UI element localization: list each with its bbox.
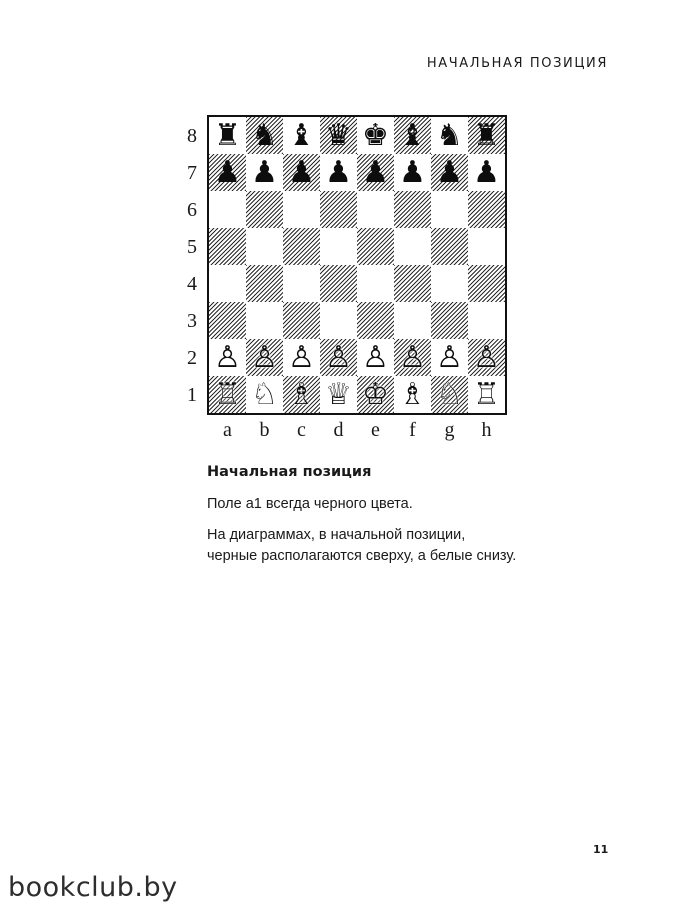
black-queen-icon: ♛ [325, 117, 352, 153]
square-a5 [209, 228, 246, 265]
square-e7 [357, 154, 394, 191]
black-knight-icon: ♞ [436, 117, 463, 153]
white-pawn-icon: ♙ [436, 339, 463, 375]
black-rook-icon: ♜ [473, 117, 500, 153]
rank-label-2: 2 [187, 346, 197, 369]
square-g3 [431, 302, 468, 339]
black-bishop-icon: ♝ [399, 117, 426, 153]
square-h1 [468, 376, 505, 413]
rank-label-6: 6 [187, 198, 197, 221]
square-d3 [320, 302, 357, 339]
square-f8 [394, 117, 431, 154]
black-bishop-icon: ♝ [288, 117, 315, 153]
square-h4 [468, 265, 505, 302]
square-f5 [394, 228, 431, 265]
square-e4 [357, 265, 394, 302]
white-pawn-icon: ♙ [288, 339, 315, 375]
square-h8 [468, 117, 505, 154]
square-c1 [283, 376, 320, 413]
square-b1 [246, 376, 283, 413]
square-f3 [394, 302, 431, 339]
square-h5 [468, 228, 505, 265]
file-label-d: d [333, 419, 344, 441]
black-pawn-icon: ♟ [362, 154, 389, 190]
paragraph-a1-color: Поле a1 всегда черного цвета. [207, 496, 413, 512]
square-c2 [283, 339, 320, 376]
white-pawn-icon: ♙ [473, 339, 500, 375]
chess-board [207, 115, 507, 415]
black-pawn-icon: ♟ [399, 154, 426, 190]
rank-label-5: 5 [187, 235, 197, 258]
rank-label-3: 3 [187, 309, 197, 332]
white-knight-icon: ♘ [436, 376, 463, 412]
square-c4 [283, 265, 320, 302]
square-b8 [246, 117, 283, 154]
white-pawn-icon: ♙ [214, 339, 241, 375]
square-e8 [357, 117, 394, 154]
black-rook-icon: ♜ [214, 117, 241, 153]
watermark-logo: bookclub.by [8, 872, 178, 903]
file-label-a: a [223, 419, 232, 441]
white-king-icon: ♔ [362, 376, 389, 412]
running-head: НАЧАЛЬНАЯ ПОЗИЦИЯ [426, 56, 608, 71]
chess-diagram [0, 0, 700, 460]
black-king-icon: ♚ [362, 117, 389, 153]
black-pawn-icon: ♟ [325, 154, 352, 190]
white-knight-icon: ♘ [251, 376, 278, 412]
square-c3 [283, 302, 320, 339]
square-e1 [357, 376, 394, 413]
square-g5 [431, 228, 468, 265]
square-h7 [468, 154, 505, 191]
square-g6 [431, 191, 468, 228]
file-label-g: g [444, 419, 455, 441]
section-title: Начальная позиция [207, 464, 372, 480]
file-label-b: b [259, 419, 270, 441]
square-b5 [246, 228, 283, 265]
square-g1 [431, 376, 468, 413]
square-h3 [468, 302, 505, 339]
square-g2 [431, 339, 468, 376]
square-c8 [283, 117, 320, 154]
black-knight-icon: ♞ [251, 117, 278, 153]
square-d6 [320, 191, 357, 228]
white-rook-icon: ♖ [214, 376, 241, 412]
square-a4 [209, 265, 246, 302]
rank-label-8: 8 [187, 124, 197, 147]
file-label-c: c [297, 419, 306, 441]
black-pawn-icon: ♟ [436, 154, 463, 190]
square-a2 [209, 339, 246, 376]
square-e3 [357, 302, 394, 339]
white-pawn-icon: ♙ [362, 339, 389, 375]
square-e2 [357, 339, 394, 376]
square-d7 [320, 154, 357, 191]
square-a6 [209, 191, 246, 228]
white-queen-icon: ♕ [325, 376, 352, 412]
black-pawn-icon: ♟ [214, 154, 241, 190]
square-h6 [468, 191, 505, 228]
file-label-h: h [481, 419, 492, 441]
square-d1 [320, 376, 357, 413]
square-h2 [468, 339, 505, 376]
white-pawn-icon: ♙ [251, 339, 278, 375]
paragraph-line: На диаграммах, в начальной позиции, [207, 527, 466, 543]
square-f1 [394, 376, 431, 413]
rank-label-7: 7 [187, 161, 197, 184]
square-c7 [283, 154, 320, 191]
square-f2 [394, 339, 431, 376]
rank-label-4: 4 [187, 272, 197, 295]
square-e6 [357, 191, 394, 228]
square-d2 [320, 339, 357, 376]
square-g8 [431, 117, 468, 154]
square-f4 [394, 265, 431, 302]
square-g7 [431, 154, 468, 191]
square-b3 [246, 302, 283, 339]
square-f6 [394, 191, 431, 228]
file-label-f: f [409, 419, 416, 441]
square-f7 [394, 154, 431, 191]
black-pawn-icon: ♟ [473, 154, 500, 190]
square-g4 [431, 265, 468, 302]
square-c6 [283, 191, 320, 228]
square-d8 [320, 117, 357, 154]
white-rook-icon: ♖ [473, 376, 500, 412]
rank-label-1: 1 [187, 383, 197, 406]
white-bishop-icon: ♗ [399, 376, 426, 412]
black-pawn-icon: ♟ [288, 154, 315, 190]
file-label-e: e [371, 419, 380, 441]
square-a8 [209, 117, 246, 154]
square-b7 [246, 154, 283, 191]
square-b2 [246, 339, 283, 376]
page-number: 11 [593, 843, 609, 856]
square-d4 [320, 265, 357, 302]
paragraph-line: черные располагаются сверху, а белые снизу. [207, 548, 517, 564]
paragraph-diagram-orientation [207, 525, 537, 567]
square-a7 [209, 154, 246, 191]
square-d5 [320, 228, 357, 265]
white-bishop-icon: ♗ [288, 376, 315, 412]
square-a3 [209, 302, 246, 339]
white-pawn-icon: ♙ [399, 339, 426, 375]
square-b6 [246, 191, 283, 228]
white-pawn-icon: ♙ [325, 339, 352, 375]
square-e5 [357, 228, 394, 265]
square-b4 [246, 265, 283, 302]
square-c5 [283, 228, 320, 265]
square-a1 [209, 376, 246, 413]
black-pawn-icon: ♟ [251, 154, 278, 190]
